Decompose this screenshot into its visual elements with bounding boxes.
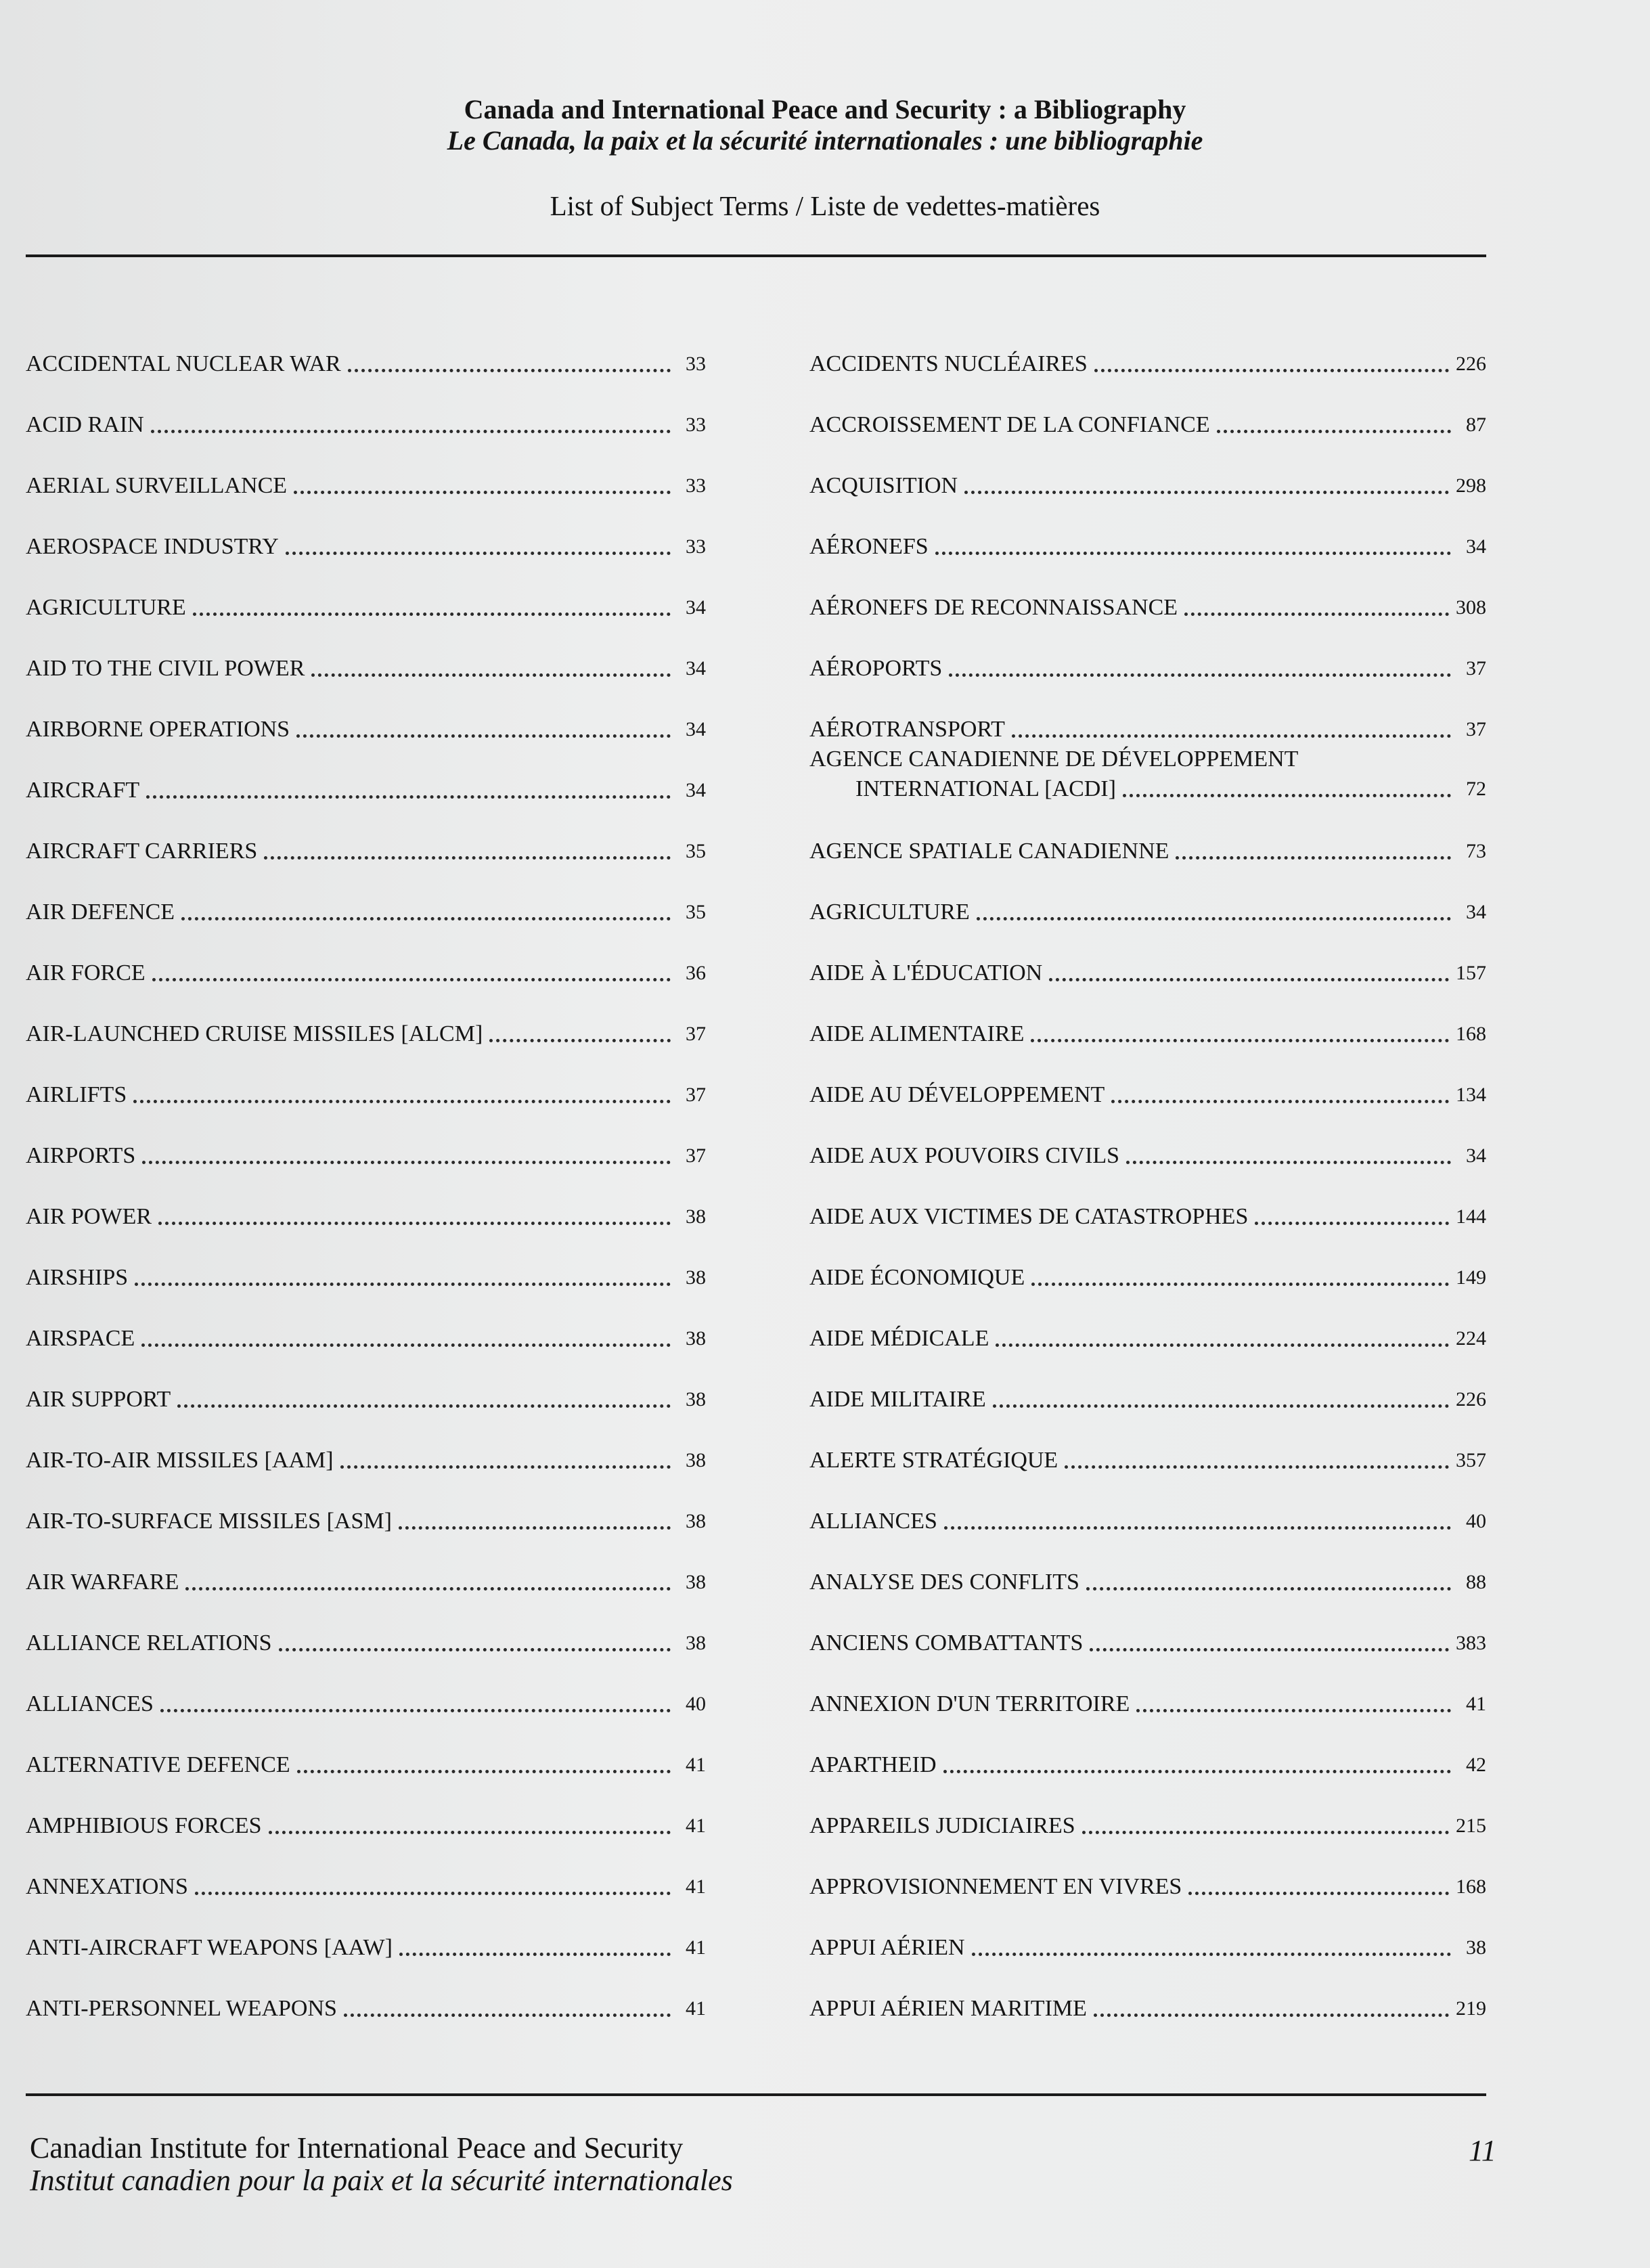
entry-term: AIR WARFARE [26, 1570, 179, 1595]
dot-leader [195, 1892, 671, 1895]
entry-page: 224 [1456, 1327, 1486, 1350]
entry-page: 134 [1456, 1084, 1486, 1106]
dot-leader [151, 430, 671, 433]
entry-term: ANTI-PERSONNEL WEAPONS [26, 1996, 337, 2021]
dot-leader [1123, 794, 1451, 797]
entry-term: AEROSPACE INDUSTRY [26, 534, 279, 559]
dot-leader [935, 552, 1451, 555]
dot-leader [972, 1953, 1451, 1956]
entry-term: APPUI AÉRIEN MARITIME [809, 1996, 1087, 2021]
entry-term: AIRBORNE OPERATIONS [26, 717, 290, 742]
entry-page: 41 [1466, 1693, 1486, 1715]
list-item [809, 1597, 1486, 1658]
entry-page: 40 [686, 1693, 706, 1715]
entry-term: ALTERNATIVE DEFENCE [26, 1752, 290, 1777]
entry-page: 38 [686, 1632, 706, 1654]
list-item [26, 1963, 706, 2024]
dot-leader [1126, 1161, 1451, 1164]
entry-term: AIRCRAFT [26, 778, 140, 803]
dot-leader [943, 1770, 1452, 1773]
dot-leader [1031, 1039, 1449, 1042]
entry-page: 226 [1456, 353, 1486, 375]
entry-page: 88 [1466, 1571, 1486, 1593]
entry-term: ALLIANCE RELATIONS [26, 1630, 272, 1655]
dot-leader [1082, 1831, 1449, 1834]
list-item [809, 1536, 1486, 1597]
dot-leader [193, 613, 671, 616]
list-item [26, 1841, 706, 1902]
list-item [809, 1963, 1486, 2024]
entry-page: 38 [686, 1449, 706, 1471]
dot-leader [264, 856, 671, 860]
entry-page: 34 [686, 779, 706, 801]
entry-term: ALLIANCES [26, 1691, 154, 1716]
list-item [26, 805, 706, 866]
dot-leader [160, 1709, 671, 1712]
entry-term: AIR DEFENCE [26, 899, 175, 925]
right-column [809, 318, 1486, 2024]
list-item [809, 927, 1486, 988]
entry-term: AGENCE SPATIALE CANADIENNE [809, 839, 1169, 864]
entry-term: ACCROISSEMENT DE LA CONFIANCE [809, 412, 1210, 437]
dot-leader [269, 1831, 671, 1834]
entry-page: 383 [1456, 1632, 1486, 1654]
entry-page: 38 [686, 1205, 706, 1228]
entry-page: 35 [686, 840, 706, 862]
list-item [809, 1354, 1486, 1415]
left-column [26, 318, 706, 2024]
entry-term: AÉROPORTS [809, 656, 943, 681]
entry-page: 36 [686, 962, 706, 984]
entry-page: 38 [686, 1571, 706, 1593]
entry-term: AIRLIFTS [26, 1082, 127, 1107]
entry-page: 41 [686, 1875, 706, 1898]
entry-page: 37 [686, 1023, 706, 1045]
entry-term: ANCIENS COMBATTANTS [809, 1630, 1084, 1655]
list-item [809, 1658, 1486, 1719]
entry-term: AIRSPACE [26, 1326, 135, 1351]
list-item [26, 562, 706, 623]
entry-page: 38 [1466, 1936, 1486, 1959]
entry-term: AIR-TO-SURFACE MISSILES [ASM] [26, 1509, 392, 1534]
dot-leader [279, 1648, 671, 1651]
entry-term: AGRICULTURE [26, 595, 186, 620]
entry-page: 219 [1456, 1997, 1486, 2020]
list-item [809, 1415, 1486, 1475]
entry-page: 41 [686, 1754, 706, 1776]
entry-page: 149 [1456, 1266, 1486, 1289]
entry-term: AGENCE CANADIENNE DE DÉVELOPPEMENT [809, 747, 1299, 772]
list-item [26, 1232, 706, 1293]
list-item [809, 379, 1486, 440]
list-item [26, 1110, 706, 1171]
title-english: Canada and International Peace and Security : a Bibliography [464, 94, 1186, 125]
dot-leader [185, 1587, 671, 1591]
dot-leader [399, 1953, 671, 1956]
dot-leader [177, 1404, 671, 1408]
entry-term: AIR SUPPORT [26, 1387, 171, 1412]
entry-term: ANTI-AIRCRAFT WEAPONS [AAW] [26, 1935, 393, 1960]
dot-leader [1111, 1100, 1449, 1103]
list-item [809, 1232, 1486, 1293]
entry-term: APPAREILS JUDICIAIRES [809, 1813, 1075, 1838]
entry-term: ACCIDENTS NUCLÉAIRES [809, 351, 1088, 376]
bottom-rule [26, 2093, 1486, 2096]
entry-term-continuation: INTERNATIONAL [ACDI] [855, 776, 1116, 801]
entry-page: 37 [1466, 657, 1486, 680]
list-item [809, 1293, 1486, 1354]
dot-leader [977, 917, 1451, 920]
entry-term: AIR-LAUNCHED CRUISE MISSILES [ALCM] [26, 1021, 483, 1046]
entry-term: APARTHEID [809, 1752, 937, 1777]
list-item [809, 744, 1486, 805]
dot-leader [1176, 856, 1451, 860]
list-item [809, 684, 1486, 744]
entry-term: APPUI AÉRIEN [809, 1935, 965, 1960]
dot-leader [181, 917, 671, 920]
entry-page: 41 [686, 1815, 706, 1837]
dot-leader [1094, 369, 1449, 372]
entry-term: ACID RAIN [26, 412, 144, 437]
entry-term: ALERTE STRATÉGIQUE [809, 1448, 1058, 1473]
entry-page: 38 [686, 1327, 706, 1350]
dot-leader [135, 1283, 671, 1286]
entry-page: 33 [686, 474, 706, 497]
dot-leader [158, 1222, 671, 1225]
list-item [26, 1171, 706, 1232]
entry-page: 37 [686, 1144, 706, 1167]
list-item [26, 440, 706, 501]
dot-leader [142, 1161, 671, 1164]
entry-term: AIDE MILITAIRE [809, 1387, 986, 1412]
dot-leader [311, 673, 671, 677]
list-item [809, 501, 1486, 562]
entry-page: 38 [686, 1388, 706, 1410]
dot-leader [949, 673, 1451, 677]
entry-term: AÉROTRANSPORT [809, 717, 1005, 742]
dot-leader [348, 369, 671, 372]
dot-leader [1086, 1587, 1451, 1591]
dot-leader [286, 552, 671, 555]
dot-leader [340, 1465, 671, 1469]
entry-page: 35 [686, 901, 706, 923]
entry-page: 226 [1456, 1388, 1486, 1410]
entry-page: 34 [1466, 1144, 1486, 1167]
dot-leader [141, 1343, 671, 1347]
list-item [26, 1415, 706, 1475]
entry-page: 37 [686, 1084, 706, 1106]
entry-term: AIR FORCE [26, 960, 146, 985]
entry-term: AIRSHIPS [26, 1265, 129, 1290]
entry-term: ANNEXATIONS [26, 1874, 188, 1899]
entry-term: AÉRONEFS [809, 534, 929, 559]
entry-term: APPROVISIONNEMENT EN VIVRES [809, 1874, 1182, 1899]
list-item [26, 1475, 706, 1536]
dot-leader [296, 734, 671, 738]
dot-leader [1217, 430, 1451, 433]
entry-page: 42 [1466, 1754, 1486, 1776]
dot-leader [1012, 734, 1451, 738]
dot-leader [944, 1526, 1451, 1530]
entry-page: 308 [1456, 596, 1486, 619]
list-item [26, 1293, 706, 1354]
dot-leader [133, 1100, 671, 1103]
dot-leader [489, 1039, 671, 1042]
dot-leader [1136, 1709, 1451, 1712]
list-item [809, 1902, 1486, 1963]
entry-page: 38 [686, 1510, 706, 1532]
dot-leader [294, 491, 671, 494]
list-item [809, 1110, 1486, 1171]
list-item [26, 501, 706, 562]
entry-page: 87 [1466, 414, 1486, 436]
footer-institute-english: Canadian Institute for International Peace and Security [30, 2131, 684, 2164]
entry-term: ALLIANCES [809, 1509, 937, 1534]
entry-term: AIRPORTS [26, 1143, 136, 1168]
entry-page: 41 [686, 1936, 706, 1959]
list-item [809, 623, 1486, 684]
entry-term: AERIAL SURVEILLANCE [26, 473, 288, 498]
entry-page: 38 [686, 1266, 706, 1289]
dot-leader [152, 978, 671, 981]
entry-page: 34 [1466, 901, 1486, 923]
list-item [26, 927, 706, 988]
entry-page: 168 [1456, 1875, 1486, 1898]
list-item [809, 1475, 1486, 1536]
dot-leader [344, 2014, 671, 2017]
list-item [26, 623, 706, 684]
list-item [26, 1902, 706, 1963]
entry-page: 34 [1466, 535, 1486, 558]
entry-term: ACQUISITION [809, 473, 958, 498]
list-item [26, 1536, 706, 1597]
list-item [26, 1049, 706, 1110]
entry-term: AIDE ALIMENTAIRE [809, 1021, 1025, 1046]
entry-page: 72 [1466, 778, 1486, 800]
entry-term: AGRICULTURE [809, 899, 970, 925]
entry-page: 33 [686, 535, 706, 558]
entry-page: 41 [686, 1997, 706, 2020]
dot-leader [1049, 978, 1449, 981]
list-item [809, 1171, 1486, 1232]
entry-page: 168 [1456, 1023, 1486, 1045]
list-item [809, 562, 1486, 623]
entry-term: AIRCRAFT CARRIERS [26, 839, 258, 864]
entry-page: 215 [1456, 1815, 1486, 1837]
list-item [26, 684, 706, 744]
list-item [26, 318, 706, 379]
entry-page: 33 [686, 414, 706, 436]
list-item [809, 1780, 1486, 1841]
list-item [26, 1354, 706, 1415]
dot-leader [1255, 1222, 1449, 1225]
entry-page: 34 [686, 657, 706, 680]
list-item [26, 1658, 706, 1719]
entry-page: 357 [1456, 1449, 1486, 1471]
entry-term: AIDE ÉCONOMIQUE [809, 1265, 1025, 1290]
list-item [26, 744, 706, 805]
list-item [26, 866, 706, 927]
list-item [809, 866, 1486, 927]
entry-term: ANNEXION D'UN TERRITOIRE [809, 1691, 1130, 1716]
entry-page: 157 [1456, 962, 1486, 984]
entry-page: 37 [1466, 718, 1486, 740]
list-item [809, 988, 1486, 1049]
dot-leader [996, 1343, 1449, 1347]
entry-page: 144 [1456, 1205, 1486, 1228]
list-item [809, 805, 1486, 866]
entry-page: 34 [686, 596, 706, 619]
dot-leader [1065, 1465, 1449, 1469]
dot-leader [297, 1770, 671, 1773]
entry-page: 34 [686, 718, 706, 740]
entry-term: AÉRONEFS DE RECONNAISSANCE [809, 595, 1178, 620]
list-item [26, 379, 706, 440]
entry-page: 298 [1456, 474, 1486, 497]
entry-term: ACCIDENTAL NUCLEAR WAR [26, 351, 341, 376]
dot-leader [146, 795, 671, 799]
entry-term: AIDE AUX VICTIMES DE CATASTROPHES [809, 1204, 1249, 1229]
dot-leader [1188, 1892, 1449, 1895]
entry-term: AIDE AUX POUVOIRS CIVILS [809, 1143, 1120, 1168]
list-item [26, 1719, 706, 1780]
page-number: 11 [1469, 2134, 1496, 2167]
entry-term: ANALYSE DES CONFLITS [809, 1570, 1079, 1595]
dot-leader [399, 1526, 671, 1530]
entry-term: AIDE À L'ÉDUCATION [809, 960, 1043, 985]
list-item [809, 318, 1486, 379]
entry-term: AIDE AU DÉVELOPPEMENT [809, 1082, 1105, 1107]
entry-page: 73 [1466, 840, 1486, 862]
top-rule [26, 254, 1486, 257]
list-item [809, 440, 1486, 501]
title-french: Le Canada, la paix et la sécurité internationales : une bibliographie [447, 125, 1203, 156]
list-item [26, 1780, 706, 1841]
list-item [809, 1049, 1486, 1110]
dot-leader [993, 1404, 1449, 1408]
entry-term: AIR POWER [26, 1204, 152, 1229]
list-item [26, 1597, 706, 1658]
entry-page: 33 [686, 353, 706, 375]
list-item [809, 1719, 1486, 1780]
dot-leader [1184, 613, 1449, 616]
entry-term: AMPHIBIOUS FORCES [26, 1813, 262, 1838]
entry-term: AIR-TO-AIR MISSILES [AAM] [26, 1448, 334, 1473]
dot-leader [964, 491, 1449, 494]
subtitle: List of Subject Terms / Liste de vedettes-matières [550, 190, 1100, 221]
entry-page: 40 [1466, 1510, 1486, 1532]
dot-leader [1031, 1283, 1449, 1286]
dot-leader [1090, 1648, 1449, 1651]
entry-term: AIDE MÉDICALE [809, 1326, 989, 1351]
dot-leader [1094, 2014, 1449, 2017]
list-item [26, 988, 706, 1049]
list-item [809, 1841, 1486, 1902]
entry-term: AID TO THE CIVIL POWER [26, 656, 305, 681]
footer-institute-french: Institut canadien pour la paix et la sécurité internationales [30, 2164, 733, 2197]
